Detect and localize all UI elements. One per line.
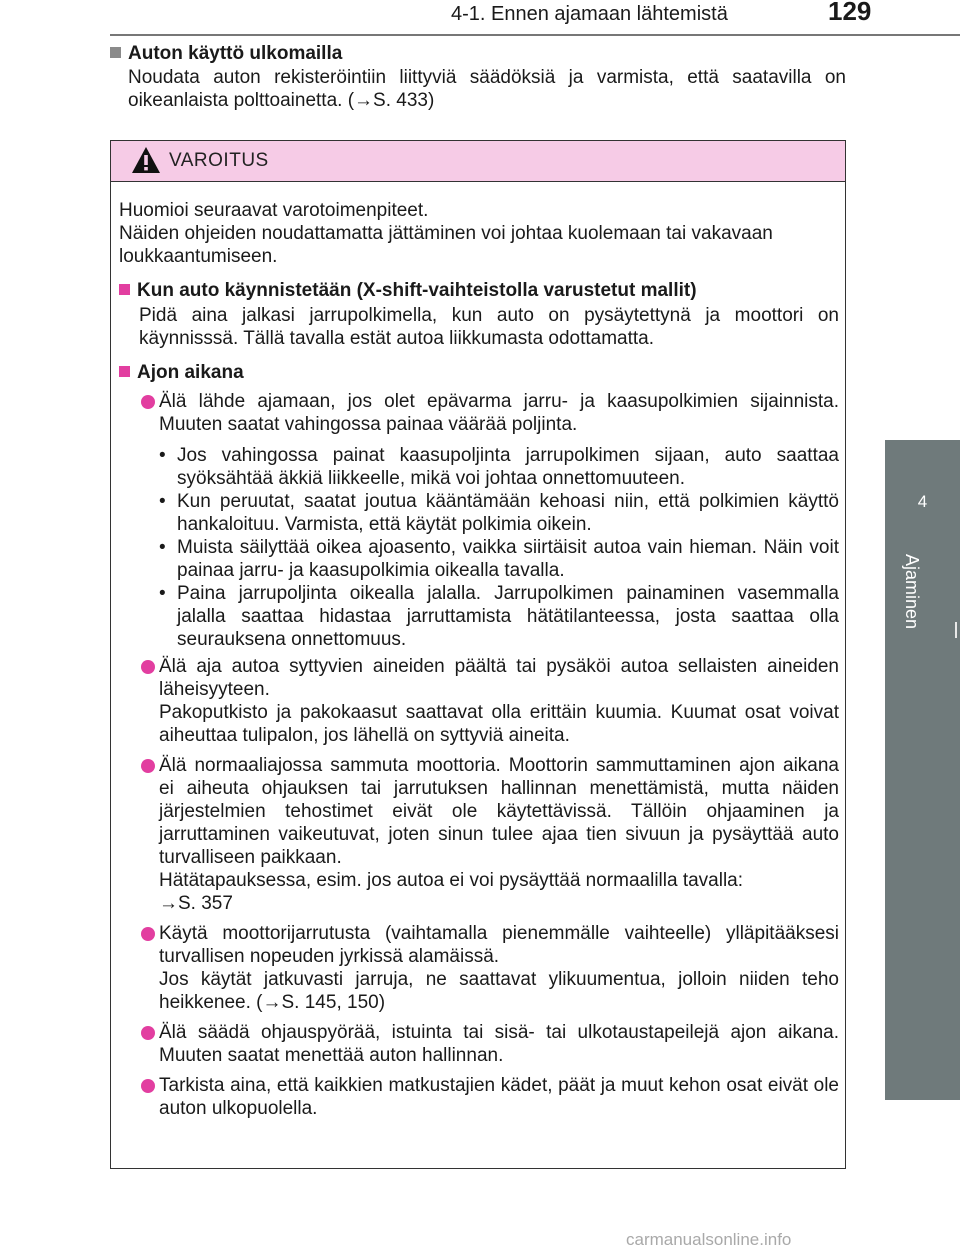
bullet-engine-off: Älä normaaliajossa sammuta moottoria. Moottorin sammuttaminen ajon aikana ei aiheuta ohjauksen tai jarrutuksen hallinnan menettämistä, mutta näiden järjestelmien tehostimet eivät ole käytettävissä. Tällöin ohjaaminen ja jarruttaminen vaikeutuvat, joten sinun tulee ajaa tien sivuun ja pysäyttää auto turvalliseen paikkaan. (159, 755, 839, 868)
header-rule (110, 34, 960, 36)
dot-bullet-icon: • (159, 445, 166, 466)
bullet-item (139, 1074, 839, 1120)
page-header (0, 0, 960, 40)
bullet-item (139, 754, 839, 915)
warning-intro-2: Näiden ohjeiden noudattamatta jättäminen voi johtaa kuolemaan tai vakavaan loukkaantumiseen. (119, 223, 773, 267)
pink-bullet-icon (139, 922, 159, 1014)
page-reference-link: →S. 357 (159, 893, 233, 914)
sub-bullet-text: Paina jarrupoljinta oikealla jalalla. Jarrupolkimen painaminen vasemmalla jalalla saattaa hidastaa jarruttamista hätätilanteessa, josta saattaa olla seurauksena onnettomuus. (177, 583, 839, 650)
sub-bullet-item (159, 444, 839, 490)
abroad-section (110, 42, 846, 112)
bullet-item (139, 390, 839, 436)
dot-bullet-icon: • (159, 491, 166, 512)
bullet-flammable: Älä aja autoa syttyvien aineiden päältä tai pysäköi autoa sellaisten aineiden läheisyyteen. (159, 656, 839, 700)
section-driving-heading-row (119, 360, 839, 386)
warning-box (110, 140, 846, 1169)
bullet-flammable-detail: Pakoputkisto ja pakokaasut saattavat olla erittäin kuumia. Kuumat osat voivat aiheuttaa tulipalon, jos lähellä on syttyviä aineita. (159, 702, 839, 746)
dot-bullet-icon: • (159, 583, 166, 604)
bullet-passengers: Tarkista aina, että kaikkien matkustajien kädet, päät ja muut kehon osat eivät ole auton ulkopuolella. (159, 1075, 839, 1119)
dot-bullet-icon: • (159, 537, 166, 558)
tab-marker (955, 622, 957, 638)
pink-square-icon (119, 284, 130, 295)
warning-header (111, 141, 845, 182)
section-start-heading: Kun auto käynnistetään (X-shift-vaihteistolla varustetut mallit) (137, 280, 697, 301)
sub-bullet-text: Kun peruutat, saatat joutua kääntämään kehoasi niin, että polkimien käyttö hankaloituu. Varmista, että käytät polkimia oikein. (177, 491, 839, 535)
abroad-heading-row (110, 42, 846, 66)
driving-bullets (139, 390, 839, 1120)
warning-triangle-icon (131, 146, 161, 174)
warning-intro-1: Huomioi seuraavat varotoimenpiteet. (119, 200, 429, 221)
sub-bullet-list (159, 444, 839, 651)
abroad-text: Noudata auton rekisteröintiin liittyviä säädöksiä ja varmista, että saatavilla on oikeanlaista polttoainetta. (→S. 433) (128, 67, 846, 111)
section-start-text: Pidä aina jalkasi jarrupolkimella, kun auto on pysäytettynä ja moottori on käynnisssä. Tällä tavalla estät autoa liikkumasta odottamatta. (139, 305, 839, 349)
gray-square-icon (110, 47, 121, 58)
sub-bullet-item (159, 490, 839, 536)
abroad-heading: Auton käyttö ulkomailla (128, 43, 343, 64)
bullet-adjust: Älä säädä ohjauspyörää, istuinta tai sisä- tai ulkotaustapeilejä ajon aikana. Muuten saatat menettää auton hallinnan. (159, 1022, 839, 1066)
pink-bullet-icon (139, 1074, 159, 1120)
bullet-pedals: Älä lähde ajamaan, jos olet epävarma jarru- ja kaasupolkimien sijainnista. Muuten saatat vahingossa painaa väärää poljinta. (159, 391, 839, 435)
pink-bullet-icon (139, 390, 159, 436)
pink-bullet-icon (139, 754, 159, 915)
page-number: 129 (828, 0, 872, 26)
section-start (119, 278, 839, 350)
chapter-title: Ajaminen (902, 554, 922, 630)
chapter-side-tab (885, 440, 960, 1100)
sub-bullet-text: Muista säilyttää oikea ajoasento, vaikka siirtäisit autoa vain hieman. Näin voit painaa jarru- ja kaasupolkimia oikealla tavalla. (177, 537, 839, 581)
section-driving (119, 360, 839, 1120)
section-driving-heading: Ajon aikana (137, 362, 244, 383)
bullet-item (139, 922, 839, 1014)
warning-title: VAROITUS (169, 150, 269, 171)
watermark: carmanualsonline.info (626, 1230, 792, 1249)
warning-body (111, 182, 845, 1120)
section-title: 4-1. Ennen ajamaan lähtemistä (451, 3, 728, 25)
pink-square-icon (119, 366, 130, 377)
bullet-emergency: Hätätapauksessa, esim. jos autoa ei voi pysäyttää normaalilla tavalla: (159, 870, 744, 891)
sub-bullet-text: Jos vahingossa painat kaasupoljinta jarrupolkimen sijaan, auto saattaa syöksähtää äkkiä liikkeelle, mikä voi johtaa onnettomuuteen. (177, 445, 839, 489)
bullet-item (139, 1021, 839, 1067)
pink-bullet-icon (139, 655, 159, 747)
sub-bullet-item (159, 582, 839, 651)
sub-bullet-item (159, 536, 839, 582)
bullet-item (139, 655, 839, 747)
bullet-brake-overheat: Jos käytät jatkuvasti jarruja, ne saattavat ylikuumentua, jolloin niiden teho heikkenee. (→S. 145, 150) (159, 969, 839, 1013)
bullet-engine-brake: Käytä moottorijarrutusta (vaihtamalla pienemmälle vaihteelle) ylläpitääksesi turvallisen nopeuden jyrkissä alamäissä. (159, 923, 839, 967)
pink-bullet-icon (139, 1021, 159, 1067)
chapter-number: 4 (917, 492, 928, 511)
section-start-heading-row (119, 278, 839, 304)
